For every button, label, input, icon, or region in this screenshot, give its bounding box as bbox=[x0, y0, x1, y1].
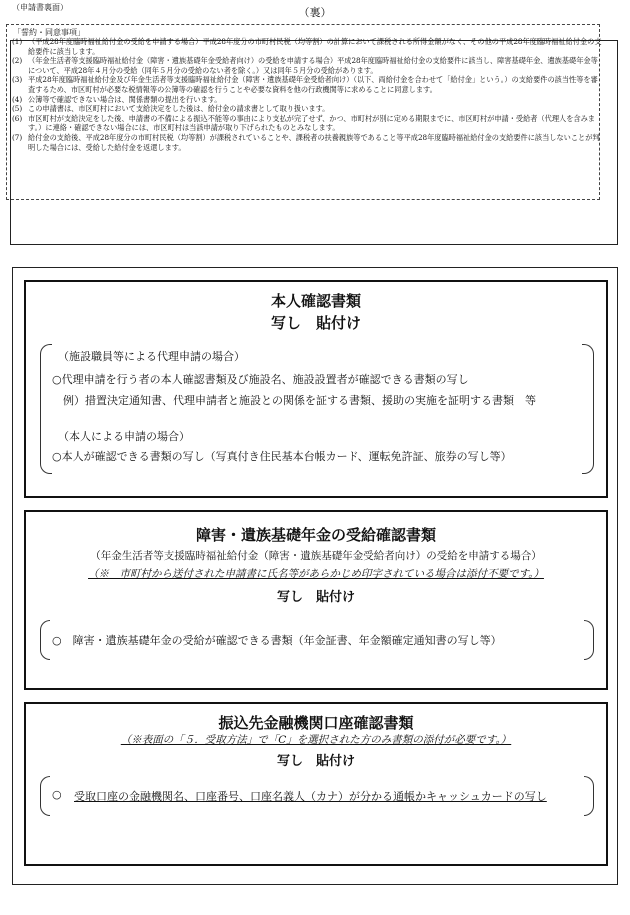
left-bracket bbox=[40, 344, 52, 474]
section-title: 本人確認書類 bbox=[270, 292, 361, 310]
oath-item-text: 平成28年度臨時福祉給付金及び年金生活者等支援臨時福祉給付金（障害・遺族基礎年金受給者向け）（以下、両給付金を合わせて「給付金」という。）の支給要件の該当性等を審査するため、市区町村が必要な税情報等の公簿等の確認を行うことや必要な資料を他の行政機関等に求めることに同意します。 bbox=[28, 75, 598, 94]
pension-documents-line: ○ 障害・遺族基礎年金の受給が確認できる書類（年金証書、年金額確定通知書の写し等） bbox=[52, 634, 502, 647]
oath-item-number: (6) bbox=[12, 113, 23, 123]
section-condition-note: （年金生活者等支援臨時福祉給付金（障害・遺族基礎年金受給者向け）の受給を申請する場合） bbox=[90, 550, 542, 562]
oath-item bbox=[12, 133, 604, 152]
section-title: 障害・遺族基礎年金の受給確認書類 bbox=[195, 526, 436, 544]
section-title: 振込先金融機関口座確認書類 bbox=[218, 714, 414, 732]
left-bracket bbox=[40, 776, 50, 816]
oath-caption: （申請書裏面） bbox=[12, 3, 68, 12]
section-subtitle: 写し 貼付け bbox=[270, 314, 361, 332]
oath-item-number: (2) bbox=[12, 56, 23, 66]
oath-item bbox=[12, 95, 604, 105]
oath-item-text: この申請書は、市区町村において支給決定をした後は、給付金の請求書として取り扱います。 bbox=[28, 104, 330, 114]
section-condition-note: （※表面の「５．受取方法」で「C」を選択された方のみ書類の添付が必要です。） bbox=[120, 734, 512, 746]
proxy-documents-line: ○代理申請を行う者の本人確認書類及び施設名、施設設置者が確認できる書類の写し bbox=[52, 373, 469, 386]
bank-account-section bbox=[24, 702, 608, 866]
oath-item-number: (1) bbox=[12, 37, 23, 46]
oath-item-text: 給付金の支給後、平成28年度分の市町村民税（均等割）が課税されていることや、課税者の扶養親族等であること等平成28年度臨時福祉給付金の支給要件に該当しないことが判明した場合には、受給した給付金を返還します。 bbox=[28, 132, 600, 152]
oath-item-text: 公簿等で確認できない場合は、関係書類の提出を行います。 bbox=[28, 94, 222, 104]
right-bracket bbox=[582, 344, 594, 474]
pension-confirmation-section bbox=[24, 510, 608, 690]
section-subtitle: 写し 貼付け bbox=[276, 590, 355, 605]
bank-documents-line: 受取口座の金融機関名、口座番号、口座名義人（カナ）が分かる通帳かキャッシュカードの写し bbox=[74, 790, 547, 803]
oath-item bbox=[12, 104, 604, 114]
bullet-circle: ○ bbox=[52, 788, 62, 801]
section-exemption-note: （※ 市町村から送付された申請書に氏名等があらかじめ印字されている場合は添付不要です。） bbox=[88, 568, 544, 580]
oath-item bbox=[12, 75, 604, 94]
left-bracket bbox=[40, 620, 50, 660]
identity-documents-section bbox=[24, 280, 608, 498]
oath-item-number: (4) bbox=[12, 94, 23, 104]
oath-item-number: (7) bbox=[12, 132, 23, 142]
oath-item-text: 市区町村が支給決定をした後、申請書の不備による振込不能等の事由により支払が完了せず、かつ、市町村が別に定める期限までに、市区町村が申請・受給者（代理人を含みます。）に連絡・確認できない場合には、市区町村は当該申請が取り下げられたものとみなします。 bbox=[28, 113, 595, 133]
self-application-heading: （本人による申請の場合） bbox=[58, 430, 190, 443]
self-documents-line: ○本人が確認できる書類の写し（写真付き住民基本台帳カード、運転免許証、旅券の写し等） bbox=[52, 450, 512, 463]
oath-item-number: (3) bbox=[12, 75, 23, 85]
section-subtitle: 写し 貼付け bbox=[276, 754, 355, 769]
page-side-label: （裏） bbox=[298, 6, 332, 19]
oath-item-text: （年金生活者等支援臨時福祉給付金（障害・遺族基礎年金受給者向け）の受給を申請する場合）平成28年度臨時福祉給付金の支給要件に該当し、障害基礎年金、遺族基礎年金等について、平成28年４月分の受給（同年５月分の受給のない者を除く。）又は同年５月分の受給があります。 bbox=[28, 56, 598, 75]
oath-item-number: (5) bbox=[12, 104, 23, 114]
oath-item bbox=[12, 37, 604, 56]
right-bracket bbox=[584, 620, 594, 660]
oath-item-text: （平成28年度臨時福祉給付金の受給を申請する場合）平成28年度分の市町村民税（均等割）の計算において課税される所得金額がなく、その他の平成28年度臨時福祉給付金の支給要件に該当します。 bbox=[28, 37, 602, 56]
proxy-examples-line: 例）措置決定通知書、代理申請者と施設との関係を証する書類、援助の実施を証明する書類 等 bbox=[52, 394, 536, 407]
oath-item bbox=[12, 114, 604, 133]
right-bracket bbox=[584, 776, 594, 816]
oath-list bbox=[12, 37, 604, 152]
oath-item bbox=[12, 56, 604, 75]
oath-title: 「誓約・同意事項」 bbox=[13, 28, 85, 37]
proxy-application-heading: （施設職員等による代理申請の場合） bbox=[58, 350, 245, 363]
